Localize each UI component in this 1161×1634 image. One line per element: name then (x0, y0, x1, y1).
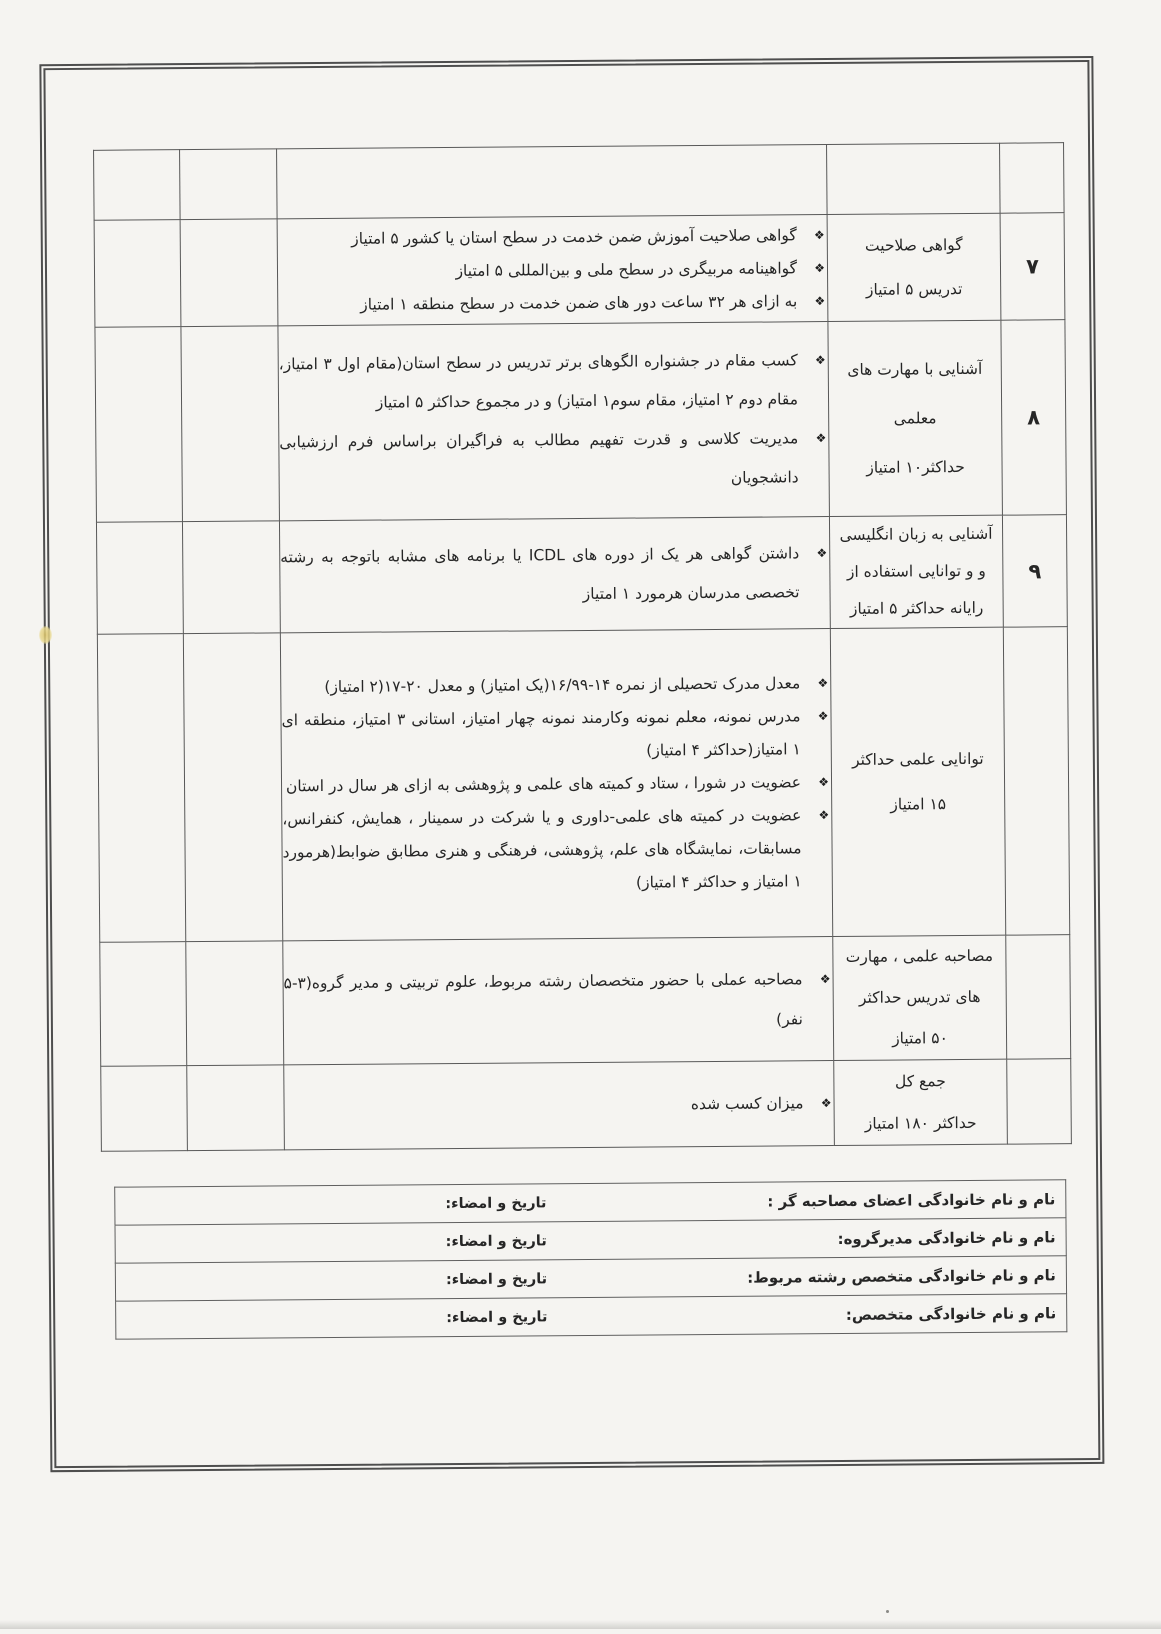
detail-item-text: عضویت در کمیته های علمی-داوری و یا شرکت در سمینار ، همایش، کنفرانس، مسابقات، نمایشگاه های علم، پژوهشی، فرهنگی و هنری مطابق ضوابط(هرمورد ۱ امتیاز و حداکثر ۴ امتیاز) (282, 806, 802, 892)
score-blank-cell (183, 633, 282, 942)
detail-item-text: مدیریت کلاسی و قدرت تفهیم مطالب به فراگیران براساس فرم ارزشیابی دانشجویان (279, 429, 799, 487)
criterion-detail-cell (277, 215, 828, 326)
criterion-title-cell (827, 213, 1001, 321)
date-signature-label: تاریخ و امضاء: (445, 1194, 547, 1212)
table-row (96, 515, 1067, 635)
diamond-bullet-icon: ❖ (814, 293, 826, 308)
score-blank-cell (187, 1065, 285, 1151)
criterion-title-cell (829, 515, 1003, 628)
score-blank-cell (96, 522, 183, 635)
signature-row (116, 1294, 1067, 1339)
score-blank-cell (186, 941, 284, 1066)
detail-item (284, 1085, 833, 1125)
table-row (97, 627, 1069, 943)
detail-item-text: عضویت در شورا ، ستاد و کمیته های علمی و پژوهشی به ازای هر سال در استان (285, 773, 802, 796)
criterion-title-line: و و توانایی استفاده از (846, 561, 986, 581)
diamond-bullet-icon: ❖ (814, 353, 826, 368)
criteria-table-body (94, 143, 1072, 1152)
criterion-title-line: آشنایی به زبان انگلیسی (839, 524, 993, 544)
criterion-title-line: آشنایی با مهارت های (847, 359, 983, 379)
criterion-title-line: حداکثر ۱۸۰ امتیاز (864, 1113, 977, 1133)
detail-item-text: داشتن گواهی هر یک از دوره های ICDL یا برنامه های مشابه باتوجه به رشته تخصصی مدرسان هرمورد ۱ امتیاز (280, 543, 800, 603)
signature-row-inner (116, 1294, 1066, 1338)
header-cell (1000, 143, 1065, 214)
detail-list (283, 959, 833, 1043)
criterion-title-cell (834, 1059, 1008, 1145)
criterion-title-line: تدریس ۵ امتیاز (865, 279, 963, 299)
signature-name-label: نام و نام خانوادگی مدیرگروه: (837, 1227, 1056, 1248)
diamond-bullet-icon: ❖ (813, 227, 825, 242)
row-number-cell (1007, 1059, 1072, 1145)
table-row (100, 935, 1071, 1067)
score-blank-cell (95, 327, 183, 523)
diamond-bullet-icon: ❖ (818, 808, 830, 823)
detail-item (282, 799, 832, 902)
detail-list (281, 667, 832, 902)
row-number-cell: ۸ (1001, 320, 1067, 515)
diamond-bullet-icon: ❖ (818, 775, 830, 790)
detail-item (279, 419, 829, 501)
detail-item-text: گواهی صلاحیت آموزش ضمن خدمت در سطح استان یا کشور ۵ امتیاز (351, 225, 797, 248)
signature-row-inner (115, 1218, 1065, 1262)
signature-name-label: نام و نام خانوادگی متخصص رشته مربوط: (747, 1265, 1056, 1287)
detail-item-text: میزان کسب شده (690, 1094, 804, 1114)
date-signature-label: تاریخ و امضاء: (446, 1308, 548, 1326)
detail-item (278, 285, 827, 322)
signature-row-inner (116, 1256, 1066, 1300)
detail-item-text: گواهینامه مربیگری در سطح ملی و بین‌المللی ۵ امتیاز (455, 258, 798, 280)
detail-item (280, 534, 830, 616)
detail-item-text: به ازای هر ۳۲ ساعت دور های ضمن خدمت در سطح منطقه ۱ امتیاز (360, 291, 798, 314)
row-number-cell (1003, 627, 1069, 935)
score-blank-cell (180, 219, 278, 327)
score-blank-cell (181, 326, 280, 522)
criterion-title-cell (833, 935, 1007, 1060)
criterion-title-line: معلمی (893, 408, 937, 428)
detail-item-text: معدل مدرک تحصیلی از نمره ۱۴-۱۶/۹۹(یک امتیاز) و معدل ۲۰-۱۷(۲ امتیاز) (324, 674, 801, 697)
header-cell (827, 143, 1001, 214)
diamond-bullet-icon: ❖ (820, 1096, 832, 1111)
detail-list (280, 534, 830, 616)
signature-row-inner (115, 1180, 1065, 1224)
detail-item (281, 667, 830, 704)
header-cell (277, 145, 828, 219)
diamond-bullet-icon: ❖ (817, 676, 829, 691)
detail-item (278, 219, 827, 256)
row-number-cell (1006, 935, 1071, 1059)
yellow-stain-artifact (39, 626, 52, 644)
criterion-detail-cell (278, 322, 830, 521)
detail-item-text: مصاحبه عملی با حضور متخصصان رشته مربوط، علوم تربیتی و مدیر گروه(۳-۵ نفر) (283, 969, 803, 1028)
table-row (94, 213, 1065, 328)
table-header-row (94, 143, 1065, 221)
criterion-title-line: گواهی صلاحیت (864, 235, 963, 255)
detail-item (278, 252, 827, 289)
criterion-title-line: حداکثر۱۰ امتیاز (866, 457, 965, 477)
signature-table (114, 1179, 1067, 1339)
header-cell (180, 149, 278, 220)
criterion-title-cell (828, 320, 1003, 516)
signature-table-body (115, 1180, 1067, 1339)
criterion-detail-cell (280, 629, 832, 941)
date-signature-label: تاریخ و امضاء: (445, 1270, 548, 1288)
criterion-title-cell (830, 627, 1005, 936)
criteria-table (93, 142, 1072, 1152)
diamond-bullet-icon: ❖ (819, 971, 831, 986)
signature-name-label: نام و نام خانوادگی اعضای مصاحبه گر : (767, 1189, 1056, 1211)
signature-cell (116, 1294, 1067, 1339)
detail-list (284, 1085, 833, 1125)
score-blank-cell (182, 521, 280, 634)
detail-item-text: کسب مقام در جشنواره الگوهای برتر تدریس در سطح استان(مقام اول ۳ امتیاز، مقام دوم ۲ امتیاز، مقام سوم۱ امتیاز) و در مجموع حداکثر ۵ امتیاز (278, 351, 799, 412)
criterion-title-line: های تدریس حداکثر (858, 987, 981, 1007)
diamond-bullet-icon: ❖ (816, 545, 828, 560)
speck-artifact (886, 1610, 889, 1613)
criterion-detail-cell (284, 1061, 835, 1150)
detail-item-text: مدرس نمونه، معلم نمونه وکارمند نمونه چهار امتیاز، استانی ۳ امتیاز، منطقه ای ۱ امتیاز(حداکثر ۴ امتیاز) (281, 707, 801, 760)
criterion-title-line: رایانه حداکثر ۵ امتیاز (849, 598, 984, 618)
table-row (101, 1059, 1072, 1152)
row-number-cell: ۹ (1002, 515, 1067, 627)
detail-item (283, 959, 833, 1043)
criterion-title-line: توانایی علمی حداکثر (851, 749, 984, 769)
table-row (95, 320, 1067, 523)
diamond-bullet-icon: ❖ (814, 260, 826, 275)
detail-item (282, 766, 831, 803)
date-signature-label: تاریخ و امضاء: (445, 1232, 547, 1250)
criterion-title-line: ۱۵ امتیاز (890, 794, 947, 814)
diamond-bullet-icon: ❖ (815, 431, 827, 446)
criterion-title-line: ۵۰ امتیاز (892, 1029, 948, 1048)
score-blank-cell (94, 220, 181, 328)
criterion-detail-cell (283, 937, 834, 1065)
criterion-title-line: مصاحبه علمی ، مهارت (845, 946, 994, 966)
signature-name-label: نام و نام خانوادگی متخصص: (845, 1303, 1057, 1324)
detail-list (278, 219, 828, 322)
header-cell (94, 150, 181, 221)
detail-item (281, 700, 831, 770)
detail-list (279, 341, 829, 501)
criterion-title-line: جمع کل (894, 1072, 946, 1091)
detail-item (279, 341, 829, 423)
score-blank-cell (100, 942, 187, 1067)
score-blank-cell (97, 634, 185, 943)
row-number-cell: ۷ (1000, 213, 1065, 320)
diamond-bullet-icon: ❖ (817, 709, 829, 724)
criterion-detail-cell (279, 517, 830, 633)
score-blank-cell (101, 1066, 188, 1152)
scan-bottom-shade (0, 1620, 1161, 1629)
